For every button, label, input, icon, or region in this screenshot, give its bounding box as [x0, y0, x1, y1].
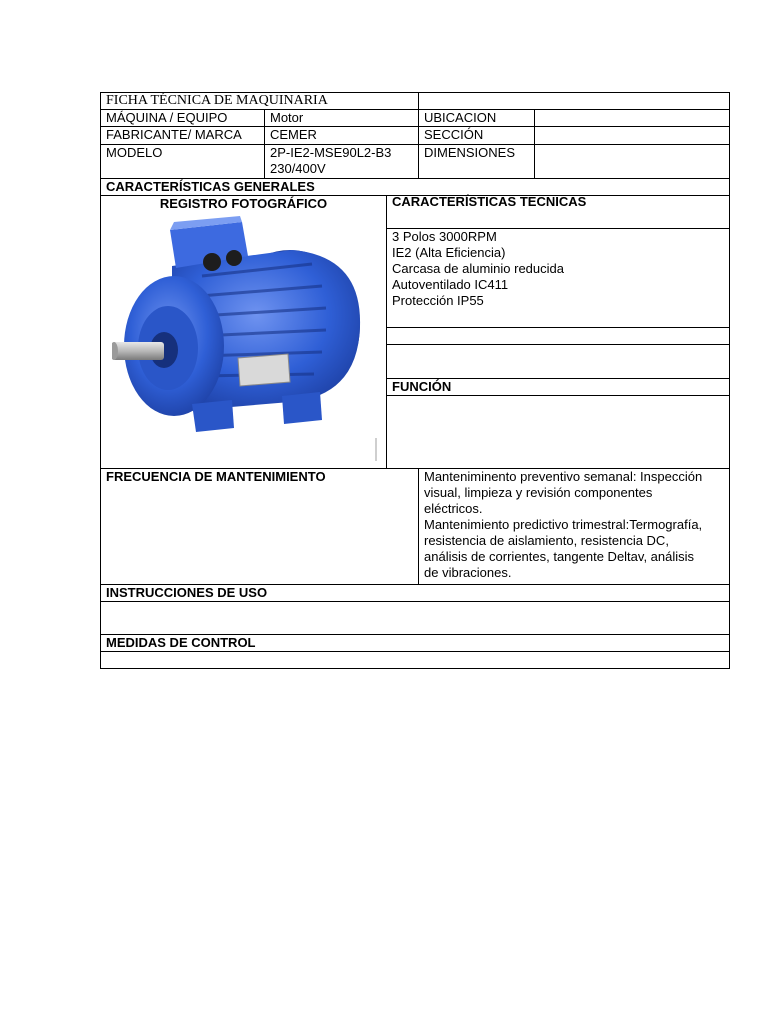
frecuencia-line: Manteniminento preventivo semanal: Inspección — [424, 469, 703, 484]
rule — [386, 395, 730, 396]
frecuencia-line: Mantenimiento predictivo trimestral:Termografía, — [424, 517, 703, 532]
electric-motor-photo — [112, 216, 378, 461]
tech-item: Carcasa de aluminio reducida — [392, 261, 564, 276]
frecuencia-line: eléctricos. — [424, 501, 483, 516]
instrucciones-heading: INSTRUCCIONES DE USO — [106, 585, 268, 600]
rule — [100, 601, 730, 602]
modelo-value-line2: 230/400V — [270, 161, 326, 176]
modelo-value-line1: 2P-IE2-MSE90L2-B3 — [270, 145, 392, 160]
frecuencia-line: visual, limpieza y revisión componentes — [424, 485, 653, 500]
caracteristicas-generales-heading: CARACTERÍSTICAS GENERALES — [106, 179, 315, 194]
frecuencia-line: de vibraciones. — [424, 565, 512, 580]
rule — [386, 344, 730, 345]
fabricante-label: FABRICANTE/ MARCA — [106, 127, 242, 142]
funcion-heading: FUNCIÓN — [392, 379, 452, 394]
tech-item: IE2 (Alta Eficiencia) — [392, 245, 506, 260]
registro-fotografico-heading: REGISTRO FOTOGRÁFICO — [159, 196, 328, 211]
rule — [100, 651, 730, 652]
rule — [729, 92, 730, 669]
frecuencia-line: resistencia de aislamiento, resistencia DC, — [424, 533, 669, 548]
technical-sheet — [100, 92, 730, 669]
caracteristicas-tecnicas-heading: CARACTERÍSTICAS TECNICAS — [392, 194, 587, 209]
tech-item: Protección IP55 — [392, 293, 484, 308]
frecuencia-line: análisis de corrientes, tangente Deltav, análisis — [424, 549, 695, 564]
modelo-label: MODELO — [106, 145, 163, 160]
rule — [534, 109, 535, 178]
rule — [100, 668, 730, 669]
frecuencia-heading: FRECUENCIA DE MANTENIMIENTO — [106, 469, 326, 484]
tech-item: 3 Polos 3000RPM — [392, 229, 497, 244]
frecuencia-text — [419, 469, 729, 583]
rule — [386, 327, 730, 328]
medidas-heading: MEDIDAS DE CONTROL — [106, 635, 256, 650]
fabricante-value: CEMER — [270, 127, 317, 142]
tech-item: Autoventilado IC411 — [392, 277, 509, 292]
caracteristicas-tecnicas-list — [387, 229, 729, 311]
dimensiones-label: DIMENSIONES — [424, 145, 516, 160]
maquina-label: MÁQUINA / EQUIPO — [106, 110, 228, 125]
sheet-title: FICHA TÉCNICA DE MAQUINARIA — [106, 93, 328, 108]
maquina-value: Motor — [270, 110, 304, 125]
ubicacion-label: UBICACION — [424, 110, 497, 125]
seccion-label: SECCIÓN — [424, 127, 484, 142]
